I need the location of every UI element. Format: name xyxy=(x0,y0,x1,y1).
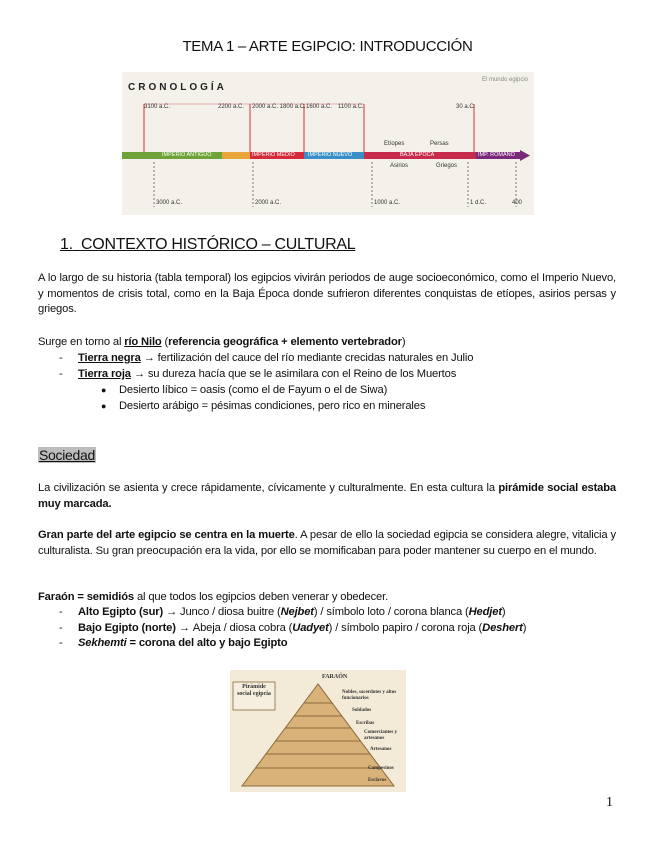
period-label: IMPERIO MEDIO xyxy=(252,152,295,158)
nile-term: río Nilo xyxy=(124,336,162,348)
text: . A pesar de ello la sociedad egipcia se considera alegre, vitalicia y culturalista. Su gran preocupación era la vida, por ello se momificaban para poder mantener su cuerpo en el mundo. xyxy=(38,529,616,557)
sociedad-paragraph-1 xyxy=(38,481,616,512)
list-item: ● Desierto arábigo = pésimas condiciones, pero rico en minerales xyxy=(101,399,426,412)
pyramid-level: Artesanos xyxy=(370,747,392,752)
event-label: Etíopes xyxy=(384,141,405,147)
list-item: - Bajo Egipto (norte) → Abeja / diosa cobra (Uadyet) / símbolo papiro / corona roja (Deshert) xyxy=(59,621,527,634)
pyramid-level: Escribas xyxy=(356,721,375,726)
timeline-date: 30 a.C. xyxy=(456,104,476,110)
timeline-date: 1100 a.C. xyxy=(338,104,364,110)
event-label: Persas xyxy=(430,141,449,147)
pyramid-side-label: Pirámide social egipcia xyxy=(237,684,271,697)
term: Sekhemti xyxy=(78,637,127,650)
description: → fertilización del cauce del río mediante crecidas naturales en Julio xyxy=(140,352,474,364)
crown: Hedjet xyxy=(468,606,502,618)
term: Alto Egipto (sur) xyxy=(78,606,164,618)
paren: ( xyxy=(161,336,169,348)
nile-intro: Surge en torno al xyxy=(38,336,125,348)
timeline-heading: CRONOLOGÍA xyxy=(128,82,227,93)
pyramid-level: Soldados xyxy=(352,708,372,713)
period-label: BAJA ÉPOCA xyxy=(400,152,435,158)
timeline-date: 3000 a.C. xyxy=(156,200,183,206)
timeline-date: 1600 a.C. xyxy=(306,104,333,110)
text: ) / símbolo papiro / corona roja ( xyxy=(328,621,483,634)
period-label: IMPERIO ANTIGUO xyxy=(162,152,212,158)
land-list xyxy=(59,351,618,382)
text: La civilización se asienta y crece rápidamente, cívicamente y culturalmente. En esta cultura la xyxy=(38,482,499,494)
list-item: - Tierra negra → fertilización del cauce del río mediante crecidas naturales en Julio xyxy=(59,352,474,364)
nile-definition: referencia geográfica + elemento vertebrador xyxy=(168,336,402,348)
timeline-date: 2000 a.C. xyxy=(255,200,282,206)
nile-paragraph xyxy=(38,335,616,351)
paren: ) xyxy=(401,336,406,348)
pyramid-level: Campesinos xyxy=(368,766,394,771)
timeline-date: 2000 a.C. 1800 a.C. xyxy=(252,104,306,110)
timeline-graphic xyxy=(122,72,534,215)
timeline-caption: El mundo egipcio xyxy=(481,77,528,83)
section-title: CONTEXTO HISTÓRICO – CULTURAL xyxy=(81,236,356,253)
section-number: 1. xyxy=(60,236,73,253)
chronology-timeline-image xyxy=(122,72,534,215)
timeline-date: 3100 a.C. xyxy=(144,104,171,110)
text: = corona del alto y bajo Egipto xyxy=(126,637,288,650)
pyramid-level: Comerciantes y artesanos xyxy=(364,730,398,741)
pyramid-level: Esclavos xyxy=(368,778,387,783)
emphasis: pirámide social estaba muy marcada. xyxy=(38,482,616,510)
list-item: - Sekhemti = corona del alto y bajo Egipto xyxy=(59,637,288,650)
goddess: Uadyet xyxy=(292,621,329,634)
faraon-paragraph xyxy=(38,590,616,606)
goddess: Nejbet xyxy=(280,606,314,618)
list-item: - Tierra roja → su dureza hacía que se le asimilara con el Reino de los Muertos xyxy=(59,367,457,380)
event-label: Griegos xyxy=(436,163,458,169)
timeline-date: 1 d.C. xyxy=(470,200,487,206)
list-item: ● Desierto líbico = oasis (como el de Fayum o el de Siwa) xyxy=(101,384,388,396)
period-label: IMP. ROMANO xyxy=(478,152,515,158)
item-text: Desierto líbico = oasis (como el de Fayum o el de Siwa) xyxy=(119,384,388,396)
section-heading xyxy=(60,236,355,254)
intro-paragraph: A lo largo de su historia (tabla temporal) los egipcios vivirán periodos de auge socioeconómico, como el Imperio Nuevo, y momentos de crisis total, como en la Baja Época donde sufrieron diferentes conquistas de etíopes, asirios persas y griegos. xyxy=(38,272,616,316)
list-item: - Alto Egipto (sur) → Junco / diosa buitre (Nejbet) / símbolo loto / corona blanca (Hedjet) xyxy=(59,606,506,618)
arrow: → xyxy=(175,621,193,634)
term: Tierra roja xyxy=(78,367,131,380)
timeline-date: 400 xyxy=(512,200,523,206)
timeline-date: 2200 a.C. xyxy=(218,104,245,110)
social-pyramid-image xyxy=(230,670,406,792)
event-label: Asirios xyxy=(390,163,409,169)
text: ) xyxy=(522,621,527,634)
crown: Deshert xyxy=(482,621,523,634)
page-number: 1 xyxy=(606,795,613,810)
text: Abeja / diosa cobra ( xyxy=(192,621,293,634)
text: al que todos los egipcios deben venerar y obedecer. xyxy=(134,591,389,603)
timeline-date: 1000 a.C. xyxy=(374,200,401,206)
period-label: IMPERIO NUEVO xyxy=(308,152,353,158)
page-title: TEMA 1 – ARTE EGIPCIO: INTRODUCCIÓN xyxy=(182,38,473,55)
text: ) / símbolo loto / corona blanca ( xyxy=(313,606,469,618)
emphasis: Gran parte del arte egipcio se centra en la muerte xyxy=(38,529,295,541)
sociedad-heading: Sociedad xyxy=(39,447,95,463)
description: → su dureza hacía que se le asimilara con el Reino de los Muertos xyxy=(130,367,457,380)
desert-list xyxy=(101,383,619,414)
item-text: Desierto arábigo = pésimas condiciones, pero rico en minerales xyxy=(119,399,426,412)
term: Bajo Egipto (norte) xyxy=(78,621,176,634)
pyramid-level: Nobles, sacerdotes y altos funcionarios xyxy=(342,690,397,701)
egypt-list xyxy=(59,605,623,652)
sociedad-paragraph-2 xyxy=(38,528,616,559)
term: Tierra negra xyxy=(78,352,141,364)
text: → Junco / diosa buitre ( xyxy=(163,606,281,618)
emphasis: Faraón = semidiós xyxy=(38,591,134,603)
pyramid-top-label: FARAÓN xyxy=(322,674,348,680)
text: ) xyxy=(501,606,506,618)
